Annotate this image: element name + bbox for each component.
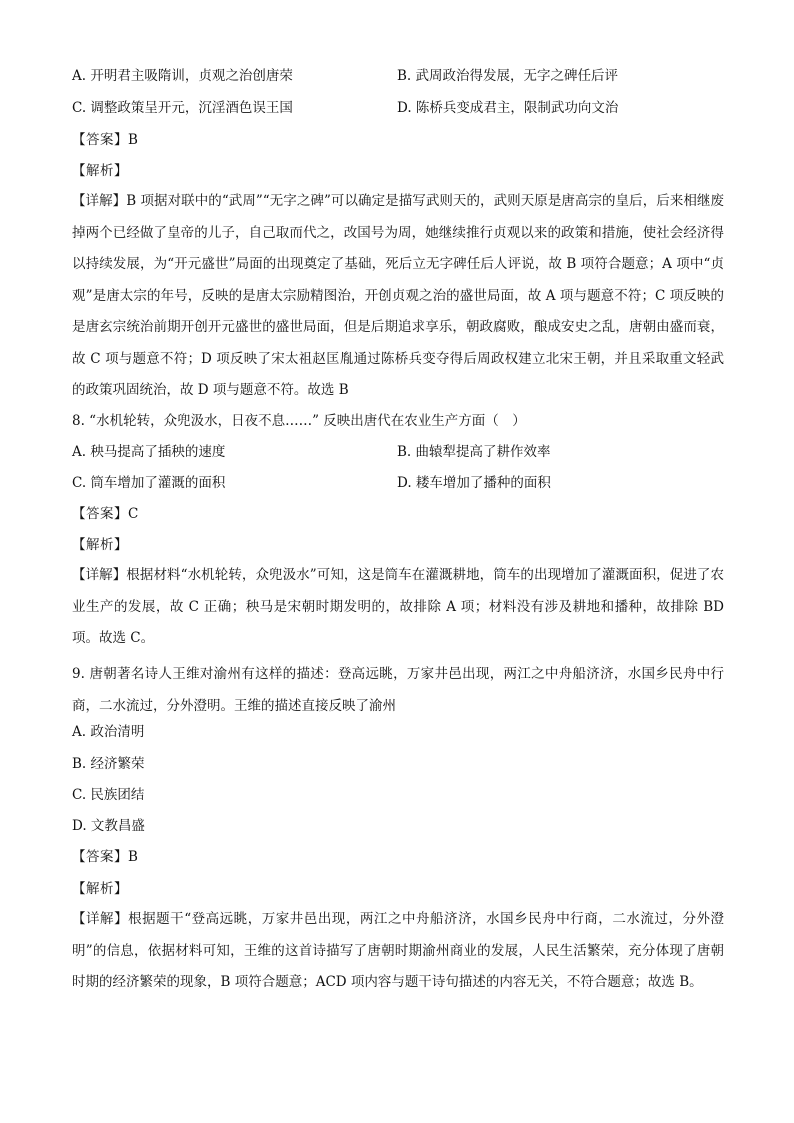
q9-analysis-label: 【解析】 [72, 881, 128, 897]
q9-stem: 9. 唐朝著名诗人王维对渝州有这样的描述：登高远眺，万家井邑出现，两江之中舟船济济，水国乡民舟中行商，二水流过，分外澄明。王维的描述直接反映了渝州 [72, 666, 724, 714]
q7-option-c: C. 调整政策呈开元，沉淫酒色误王国 [72, 100, 293, 116]
q7-option-a: A. 开明君主吸隋训，贞观之治创唐荣 [72, 68, 293, 84]
q9-option-c: C. 民族团结 [72, 787, 145, 803]
q8-answer: 【答案】C [72, 506, 139, 522]
q7-analysis-label: 【解析】 [72, 163, 128, 179]
q7-option-d: D. 陈桥兵变成君主，限制武功向文治 [397, 100, 619, 116]
q9-option-d: D. 文教昌盛 [72, 818, 145, 834]
q9-answer: 【答案】B [72, 849, 139, 865]
q8-detail: 【详解】根据材料“水机轮转，众兜汲水”可知，这是筒车在灌溉耕地，筒车的出现增加了灌溉面积，促进了农业生产的发展，故 C 正确；秧马是宋朝时期发明的，故排除 A 项；材料没有涉及耕地和播种，故排除 BD 项。故选 C。 [72, 567, 724, 646]
q7-option-b: B. 武周政治得发展，无字之碑任后评 [397, 68, 619, 84]
q9-option-a: A. 政治清明 [72, 724, 145, 740]
q8-option-b: B. 曲辕犁提高了耕作效率 [397, 444, 551, 460]
q8-option-c: C. 筒车增加了灌溉的面积 [72, 475, 226, 491]
q8-analysis-label: 【解析】 [72, 537, 128, 553]
q9-option-b: B. 经济繁荣 [72, 756, 145, 772]
q8-option-d: D. 耧车增加了播种的面积 [397, 475, 551, 491]
q9-detail: 【详解】根据题干“登高远眺，万家井邑出现，两江之中舟船济济，水国乡民舟中行商，二水流过，分外澄明”的信息，依据材料可知，王维的这首诗描写了唐朝时期渝州商业的发展，人民生活繁荣，充分体现了唐朝时期的经济繁荣的现象，B 项符合题意；ACD 项内容与题干诗句描述的内容无关，不符合题意；故选 B。 [72, 911, 724, 990]
q7-detail: 【详解】B 项据对联中的“武周”“无字之碑”可以确定是描写武则天的，武则天原是唐高宗的皇后，后来相继废掉两个已经做了皇帝的儿子，自己取而代之，改国号为周，她继续推行贞观以来的政策和措施，使社会经济得以持续发展，为“开元盛世”局面的出现奠定了基础，死后立无字碑任后人评说，故 B 项符合题意；A 项中“贞观”是唐太宗的年号，反映的是唐太宗励精图治，开创贞观之治的盛世局面，故 A 项与题意不符；C 项反映的是唐玄宗统治前期开创开元盛世的盛世局面，但是后期追求享乐，朝政腐败，酿成安史之乱，唐朝由盛而衰，故 C 项与题意不符；D 项反映了宋太祖赵匡胤通过陈桥兵变夺得后周政权建立北宋王朝，并且采取重文轻武的政策巩固统治，故 D 项与题意不符。故选 B [72, 193, 724, 398]
q7-answer: 【答案】B [72, 132, 139, 148]
q8-stem: 8. “水机轮转，众兜汲水，日夜不息……” 反映出唐代在农业生产方面（ ） [72, 413, 526, 429]
q8-option-a: A. 秧马提高了插秧的速度 [72, 444, 226, 460]
